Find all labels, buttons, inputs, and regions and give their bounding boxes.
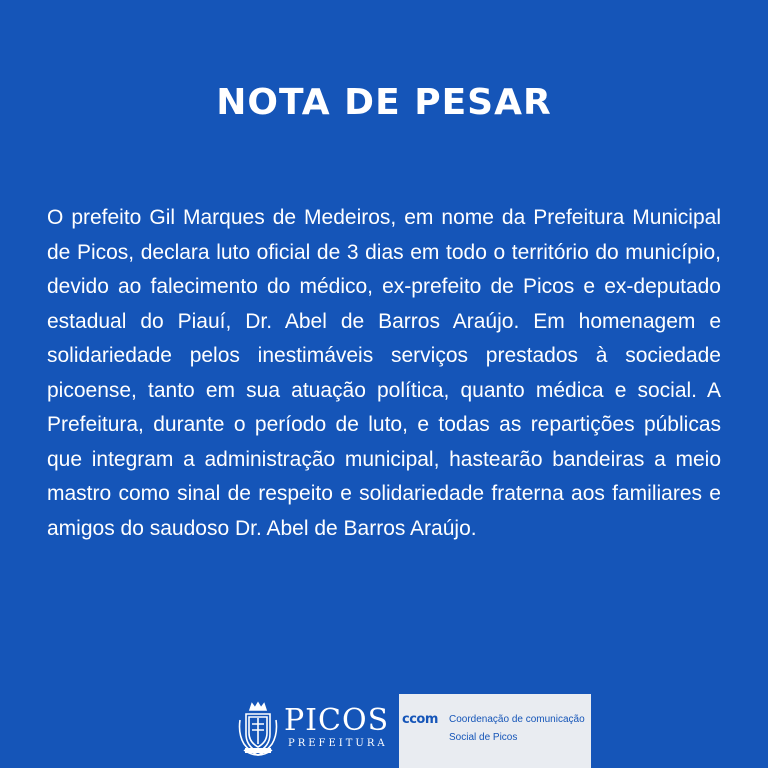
ccom-mark: ccom <box>402 712 438 727</box>
notice-title: NOTA DE PESAR <box>216 82 552 123</box>
prefeitura-subtitle: PREFEITURA <box>288 738 388 749</box>
picos-prefeitura-logo <box>236 700 388 760</box>
picos-wordmark: PICOS <box>284 703 390 738</box>
ccom-line-2: Social de Picos <box>449 732 518 743</box>
ccom-line-1: Coordenação de comunicação <box>449 714 585 725</box>
ccom-logo <box>399 694 591 768</box>
footer-logos <box>0 694 768 768</box>
notice-body: O prefeito Gil Marques de Medeiros, em nome da Prefeitura Municipal de Picos, declara luto oficial de 3 dias em todo o território do município, devido ao falecimento do médico, ex-prefeito de Picos e ex-deputado estadual do Piauí, Dr. Abel de Barros Araújo. Em homenagem e solidariedade pelos inestimáveis serviços prestados à sociedade picoense, tanto em sua atuação política, quanto médica e social. A Prefeitura, durante o período de luto, e todas as repartições públicas que integram a administração municipal, hastearão bandeiras a meio mastro como sinal de respeito e solidariedade fraterna aos familiares e amigos do saudoso Dr. Abel de Barros Araújo. <box>47 206 721 540</box>
coat-of-arms-icon <box>236 700 280 760</box>
